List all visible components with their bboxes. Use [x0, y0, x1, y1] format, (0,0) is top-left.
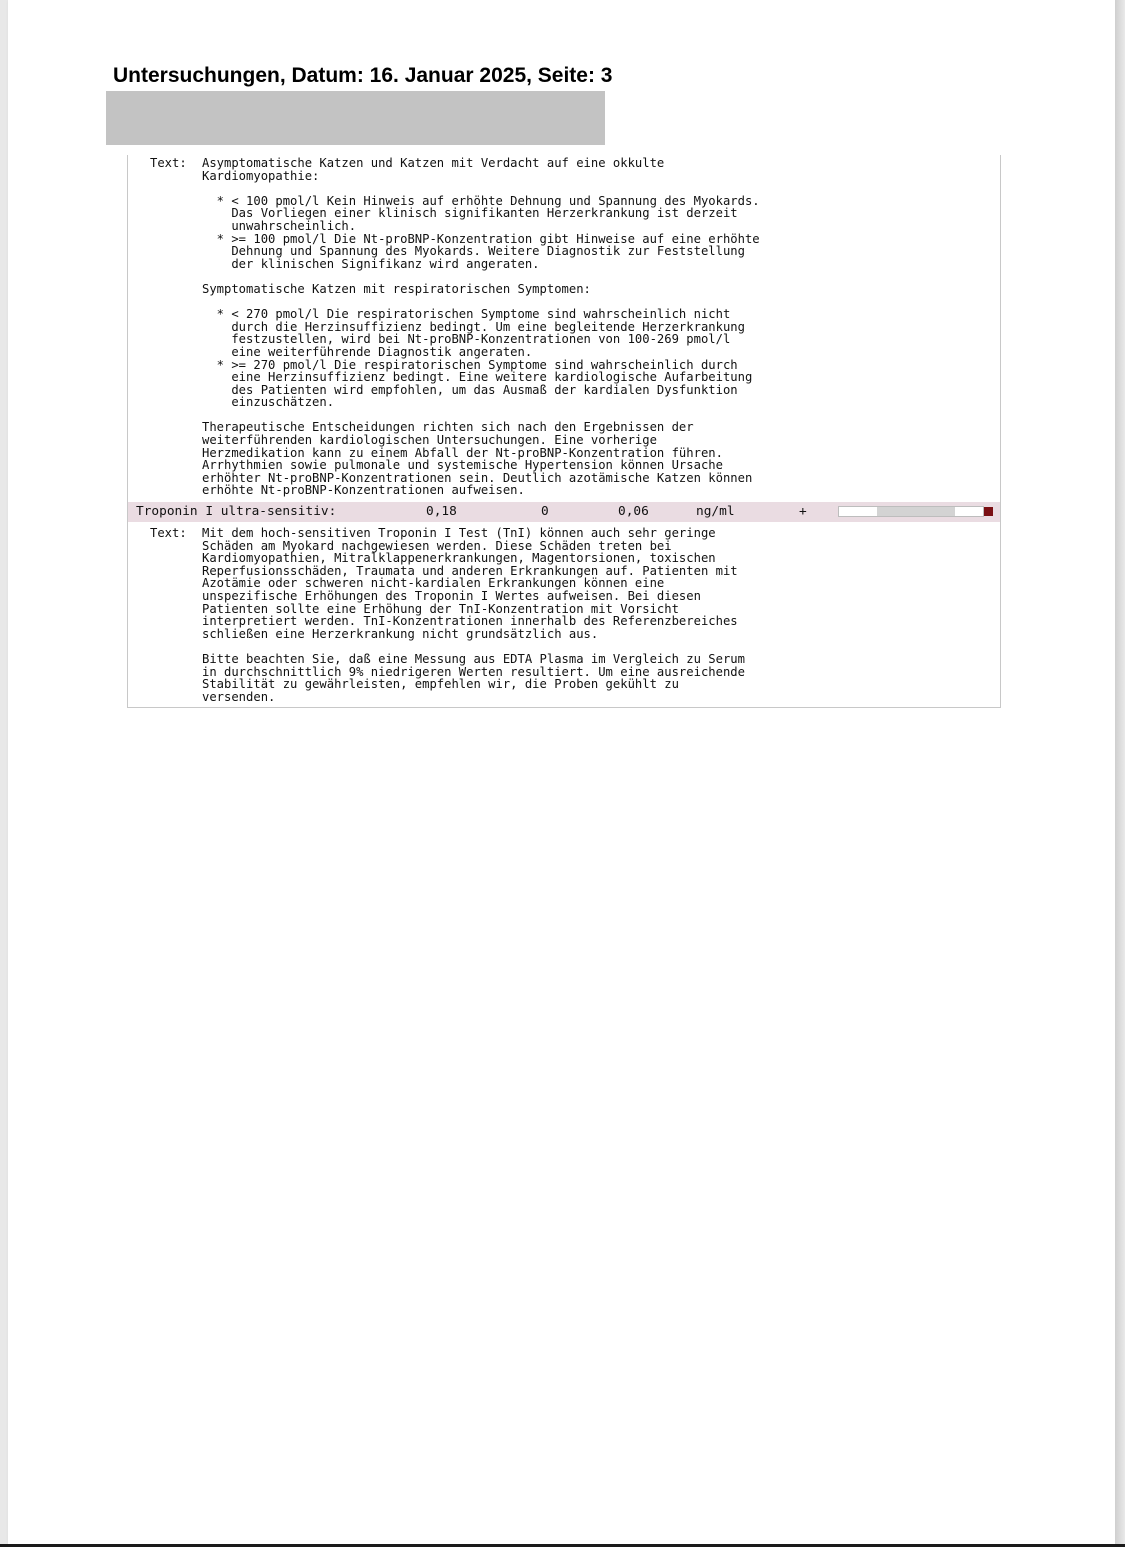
out-of-range-marker — [984, 507, 993, 516]
reference-high: 0,06 — [618, 504, 649, 519]
flag: + — [799, 504, 807, 519]
result-value: 0,18 — [426, 504, 457, 519]
reference-range-bar — [838, 506, 984, 517]
bar-segment-high — [955, 507, 983, 516]
unit: ng/ml — [696, 504, 735, 519]
lab-report-section — [127, 155, 1001, 708]
text-label: Text: — [150, 156, 187, 170]
page-left-margin — [0, 0, 8, 1547]
reference-low: 0 — [541, 504, 549, 519]
troponin-result-row — [128, 502, 1000, 522]
bar-segment-low — [839, 507, 877, 516]
interpretation-text: Asymptomatische Katzen und Katzen mit Verdacht auf eine okkulte Kardiomyopathie: * < 100 pmol/l Kein Hinweis auf erhöhte Dehnung und Spannung des Myokards. Das Vorliegen einer klinisch signifikanten Herzerkrankung ist derzeit unwahrscheinlich. * >= 100 pmol/l Die Nt-proBNP-Konzentration gibt Hinweise auf eine erhöhte Dehnung und Spannung des Myokards. Weitere Diagnostik zur Feststellung der klinischen Signifikanz wird angeraten. Symptomatische Katzen mit respiratorischen Symptomen: * < 270 pmol/l Die respiratorischen Symptome sind wahrscheinlich nicht durch die Herzinsuffizienz bedingt. Um eine begleitende Herzerkrankung festzustellen, wird bei Nt-proBNP-Konzentrationen von 100-269 pmol/l eine weiterführende Diagnostik angeraten. * >= 270 pmol/l Die respiratorischen Symptome sind wahrscheinlich durch eine Herzinsuffizienz bedingt. Eine weitere kardiologische Aufarbeitung des Patienten wird empfohlen, um das Ausmaß der kardialen Dysfunktion einzuschätzen. Therapeutische Entscheidungen richten sich nach den Ergebnissen der weiterführenden kardiologischen Untersuchungen. Eine vorherige Herzmedikation kann zu einem Abfall der Nt-proBNP-Konzentration führen. Arrhythmien sowie pulmonale und systemische Hypertension können Ursache erhöhter Nt-proBNP-Konzentrationen sein. Deutlich azotämische Katzen können erhöhte Nt-proBNP-Konzentrationen aufweisen. — [202, 156, 760, 498]
text-label: Text: — [150, 526, 187, 540]
redacted-area — [106, 91, 605, 145]
test-name: Troponin I ultra-sensitiv: — [136, 504, 337, 519]
interpretation-text: Mit dem hoch-sensitiven Troponin I Test (TnI) können auch sehr geringe Schäden am Myokard nachgewiesen werden. Diese Schäden treten bei Kardiomyopathien, Mitralklappenerkrankungen, Magentorsionen, toxischen Reperfusionsschäden, Traumata und anderen Erkrankungen auf. Patienten mit Azotämie oder schweren nicht-kardialen Erkrankungen können eine unspezifische Erhöhungen des Troponin I Wertes aufweisen. Bei diesen Patienten sollte eine Erhöhung der TnI-Konzentration mit Vorsicht interpretiert werden. TnI-Konzentrationen innerhalb des Referenzbereiches schließen eine Herzerkrankung nicht grundsätzlich aus. Bitte beachten Sie, daß eine Messung aus EDTA Plasma im Vergleich zu Serum in durchschnittlich 9% niedrigeren Werten resultiert. Um eine ausreichende Stabilität zu gewährleisten, empfehlen wir, die Proben gekühlt zu versenden. — [202, 526, 745, 704]
page-right-shadow — [1115, 0, 1125, 1547]
page-title: Untersuchungen, Datum: 16. Januar 2025, Seite: 3 — [113, 64, 613, 87]
